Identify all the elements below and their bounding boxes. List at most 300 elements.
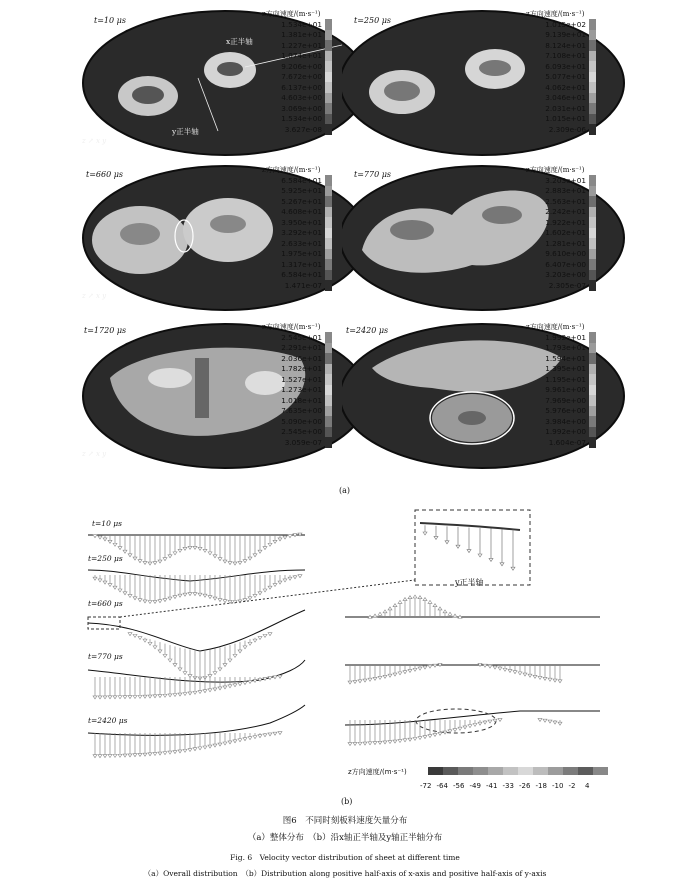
- legend-swatch: [589, 385, 596, 396]
- legend-swatch: [325, 196, 332, 207]
- velocity-arrowhead: [268, 586, 272, 589]
- velocity-arrowhead: [118, 696, 122, 699]
- legend-value: 2.031e+01: [545, 103, 586, 113]
- legend-swatch: [589, 353, 596, 364]
- caption-en-title: Fig. 6 Velocity vector distribution of sheet at different time: [230, 853, 460, 862]
- legend-row: [526, 427, 618, 438]
- time-label: t=2420 μs: [346, 326, 389, 335]
- velocity-arrowhead: [108, 754, 112, 757]
- velocity-arrowhead: [288, 577, 292, 580]
- velocity-arrowhead: [468, 725, 472, 728]
- legend-swatch: [325, 51, 332, 62]
- legend-value: 1.922e+01: [545, 217, 586, 227]
- panel-t250: [342, 5, 682, 161]
- velocity-arrowhead: [258, 550, 262, 553]
- velocity-arrowhead: [467, 550, 471, 553]
- legend-t1720: [262, 322, 354, 448]
- legend-row: [262, 395, 354, 406]
- velocity-arrowhead: [503, 668, 507, 671]
- legend-row: [262, 40, 354, 51]
- legend-value: 1.273e+01: [281, 385, 322, 395]
- legend-value: 2.036e+01: [281, 353, 322, 363]
- legend-swatch: [589, 364, 596, 375]
- velocity-arrowhead: [348, 681, 352, 684]
- legend-swatch: [589, 19, 596, 30]
- legend-row: [262, 19, 354, 30]
- legend-t2420: [526, 322, 618, 448]
- velocity-arrowhead: [278, 581, 282, 584]
- velocity-arrowhead: [158, 752, 162, 755]
- legend-row: [526, 82, 618, 93]
- velocity-arrowhead: [208, 552, 212, 555]
- velocity-arrowhead: [253, 594, 257, 597]
- velocity-arrowhead: [133, 557, 137, 560]
- velocity-arrowhead: [438, 607, 442, 610]
- velocity-arrowhead: [113, 586, 117, 589]
- legend-row: [526, 228, 618, 239]
- legend-value: 1.074e+01: [281, 51, 322, 61]
- colorbar-swatch: [428, 767, 443, 775]
- velocity-arrowhead: [223, 560, 227, 563]
- velocity-arrowhead: [133, 597, 137, 600]
- velocity-arrowhead: [118, 754, 122, 757]
- row-label: t=660 μs: [88, 599, 123, 608]
- velocity-arrowhead: [168, 597, 172, 600]
- velocity-arrowhead: [243, 682, 247, 685]
- colorbar-swatch: [488, 767, 503, 775]
- legend-swatch: [325, 395, 332, 406]
- legend-row: [526, 61, 618, 72]
- velocity-arrowhead: [93, 755, 97, 758]
- colorbar-tick: -33: [502, 782, 514, 790]
- legend-value: 2.633e+01: [281, 238, 322, 248]
- legend-swatch: [589, 114, 596, 125]
- legend-value: 1.992e+00: [545, 427, 586, 437]
- legend-swatch: [589, 270, 596, 281]
- legend-value: 3.203e+01: [545, 175, 586, 185]
- legend-value: 6.093e+01: [545, 61, 586, 71]
- legend-value: 5.267e+01: [281, 196, 322, 206]
- legend-value: 2.305e-07: [548, 280, 586, 290]
- colorbar-swatch: [518, 767, 533, 775]
- velocity-arrowhead: [93, 696, 97, 699]
- legend-row: [526, 93, 618, 104]
- velocity-arrowhead: [538, 718, 542, 721]
- legend-value: 8.124e+01: [545, 40, 586, 50]
- velocity-arrowhead: [288, 535, 292, 538]
- velocity-arrowhead: [198, 593, 202, 596]
- legend-swatch: [325, 93, 332, 104]
- legend-swatch: [325, 437, 332, 448]
- velocity-arrowhead: [228, 741, 232, 744]
- velocity-arrowhead: [113, 543, 117, 546]
- velocity-arrowhead: [423, 736, 427, 739]
- legend-swatch: [589, 416, 596, 427]
- legend-swatch: [589, 249, 596, 260]
- velocity-arrowhead: [458, 727, 462, 730]
- velocity-arrowhead: [488, 720, 492, 723]
- velocity-arrowhead: [273, 540, 277, 543]
- legend-row: [262, 114, 354, 125]
- velocity-arrowhead: [393, 604, 397, 607]
- velocity-arrowhead: [388, 674, 392, 677]
- velocity-arrowhead: [253, 554, 257, 557]
- legend-swatch: [589, 82, 596, 93]
- velocity-arrowhead: [553, 721, 557, 724]
- colorbar-tick: -64: [436, 782, 448, 790]
- velocity-arrowhead: [228, 685, 232, 688]
- velocity-arrowhead: [483, 721, 487, 724]
- velocity-arrowhead: [198, 747, 202, 750]
- legend-row: [526, 437, 618, 448]
- legend-row: [262, 385, 354, 396]
- velocity-arrowhead: [413, 595, 417, 598]
- legend-value: 1.594e+01: [545, 353, 586, 363]
- legend-row: [526, 416, 618, 427]
- legend-row: [526, 364, 618, 375]
- velocity-arrowhead: [223, 664, 227, 667]
- subfigure-label-a: (a): [339, 486, 351, 495]
- legend-row: [262, 238, 354, 249]
- legend-swatch: [589, 406, 596, 417]
- velocity-arrowhead: [163, 694, 167, 697]
- velocity-arrowhead: [228, 659, 232, 662]
- colorbar-tick: -18: [535, 782, 547, 790]
- legend-row: [526, 51, 618, 62]
- colorbar-tick: -10: [552, 782, 564, 790]
- velocity-arrowhead: [213, 688, 217, 691]
- velocity-arrowhead: [528, 674, 532, 677]
- colorbar-tick: -49: [469, 782, 481, 790]
- legend-swatch: [325, 40, 332, 51]
- velocity-arrowhead: [193, 691, 197, 694]
- legend-value: 2.563e+01: [545, 196, 586, 206]
- colorbar-tick: -72: [420, 782, 432, 790]
- legend-row: [526, 72, 618, 83]
- velocity-arrowhead: [218, 599, 222, 602]
- time-label: t=1720 μs: [84, 326, 127, 335]
- legend-row: [526, 395, 618, 406]
- velocity-arrowhead: [498, 667, 502, 670]
- legend-row: [526, 30, 618, 41]
- legend-swatch: [325, 217, 332, 228]
- legend-row: [262, 207, 354, 218]
- velocity-arrowhead: [243, 560, 247, 563]
- velocity-arrowhead: [258, 735, 262, 738]
- velocity-arrowhead: [143, 600, 147, 603]
- velocity-arrowhead: [103, 581, 107, 584]
- velocity-arrowhead: [273, 676, 277, 679]
- velocity-arrowhead: [123, 550, 127, 553]
- velocity-arrowhead: [148, 601, 152, 604]
- velocity-arrowhead: [383, 675, 387, 678]
- legend-value: 4.603e+00: [281, 93, 322, 103]
- sheet-plot: [342, 160, 682, 316]
- velocity-arrowhead: [203, 594, 207, 597]
- legend-swatch: [325, 72, 332, 83]
- velocity-arrowhead: [148, 642, 152, 645]
- velocity-arrowhead: [413, 737, 417, 740]
- row-label: t=10 μs: [92, 519, 122, 528]
- colorbar-swatch: [458, 767, 473, 775]
- velocity-arrowhead: [548, 720, 552, 723]
- velocity-arrowhead: [138, 599, 142, 602]
- velocity-arrowhead: [213, 597, 217, 600]
- velocity-arrowhead: [123, 754, 127, 757]
- velocity-arrowhead: [173, 693, 177, 696]
- legend-swatch: [325, 249, 332, 260]
- colorbar-tick: -56: [453, 782, 465, 790]
- velocity-arrowhead: [388, 607, 392, 610]
- velocity-arrowhead: [128, 633, 132, 636]
- velocity-arrowhead: [138, 560, 142, 563]
- velocity-arrowhead: [108, 696, 112, 699]
- legend-row: [526, 103, 618, 114]
- legend-value: 9.961e+00: [545, 385, 586, 395]
- velocity-arrowhead: [293, 576, 297, 579]
- velocity-arrowhead: [433, 604, 437, 607]
- legend-value: 2.545e+00: [281, 427, 322, 437]
- velocity-arrowhead: [223, 686, 227, 689]
- velocity-arrowhead: [513, 671, 517, 674]
- velocity-arrowhead: [438, 732, 442, 735]
- velocity-arrowhead: [511, 567, 515, 570]
- legend-row: [262, 374, 354, 385]
- velocity-arrowhead: [423, 532, 427, 535]
- legend-value: 6.584e+01: [281, 270, 322, 280]
- legend-value: 1.281e+01: [545, 238, 586, 248]
- velocity-arrowhead: [518, 672, 522, 675]
- velocity-arrowhead: [188, 749, 192, 752]
- legend-row: [526, 343, 618, 354]
- velocity-arrowhead: [428, 665, 432, 668]
- velocity-arrowhead: [443, 610, 447, 613]
- velocity-arrowhead: [268, 633, 272, 636]
- velocity-arrowhead: [233, 684, 237, 687]
- velocity-arrowhead: [388, 741, 392, 744]
- legend-swatch: [589, 374, 596, 385]
- legend-swatch: [325, 427, 332, 438]
- velocity-arrowhead: [153, 562, 157, 565]
- velocity-arrowhead: [133, 695, 137, 698]
- legend-title: z方向速度/(m·s⁻¹): [526, 323, 585, 331]
- inset-label: y正半轴: [455, 578, 484, 587]
- velocity-arrowhead: [393, 740, 397, 743]
- colorbar-tick: 4: [585, 782, 590, 790]
- legend-swatch: [589, 93, 596, 104]
- velocity-arrowhead: [298, 575, 302, 578]
- velocity-arrowhead: [208, 689, 212, 692]
- colorbar-swatch: [578, 767, 593, 775]
- axis-triad: z ↗ x y: [82, 292, 107, 300]
- velocity-arrowhead: [148, 562, 152, 565]
- legend-value: 1.534e+01: [281, 19, 322, 29]
- colorbar-swatch: [593, 767, 608, 775]
- velocity-arrowhead: [238, 683, 242, 686]
- legend-swatch: [325, 332, 332, 343]
- legend-swatch: [325, 228, 332, 239]
- caption-cn-sub: （a）整体分布 （b）沿x轴正半轴及y轴正半轴分布: [247, 833, 443, 843]
- legend-row: [262, 186, 354, 197]
- velocity-arrowhead: [238, 561, 242, 564]
- legend-swatch: [589, 61, 596, 72]
- legend-row: [526, 353, 618, 364]
- velocity-arrowhead: [500, 563, 504, 566]
- velocity-arrowhead: [183, 547, 187, 550]
- legend-value: 1.975e+01: [281, 249, 322, 259]
- velocity-arrowhead: [478, 722, 482, 725]
- velocity-arrowhead: [128, 696, 132, 699]
- velocity-arrowhead: [373, 614, 377, 617]
- velocity-arrowhead: [203, 746, 207, 749]
- legend-swatch: [325, 270, 332, 281]
- legend-t770: [526, 165, 618, 291]
- velocity-arrowhead: [103, 696, 107, 699]
- velocity-arrowhead: [448, 612, 452, 615]
- legend-title: z方向速度/(m·s⁻¹): [262, 166, 321, 174]
- velocity-arrowhead: [218, 687, 222, 690]
- velocity-arrowhead: [193, 748, 197, 751]
- velocity-arrowhead: [453, 729, 457, 732]
- velocity-arrowhead: [218, 558, 222, 561]
- legend-value: 1.527e+01: [281, 374, 322, 384]
- legend-swatch: [589, 40, 596, 51]
- velocity-arrowhead: [258, 637, 262, 640]
- velocity-arrowhead: [498, 718, 502, 721]
- legend-value: 1.534e+00: [281, 114, 322, 124]
- velocity-arrowhead: [103, 755, 107, 758]
- legend-swatch: [325, 30, 332, 41]
- velocity-arrowhead: [198, 691, 202, 694]
- velocity-arrowhead: [128, 754, 132, 757]
- legend-row: [526, 114, 618, 125]
- legend-row: [262, 437, 354, 448]
- legend-value: 3.292e+01: [281, 228, 322, 238]
- inset-zoom: [415, 510, 530, 585]
- velocity-arrowhead: [508, 669, 512, 672]
- legend-swatch: [325, 280, 332, 291]
- legend-title: z方向速度/(m·s⁻¹): [262, 10, 321, 18]
- velocity-arrowhead: [178, 693, 182, 696]
- velocity-arrowhead: [118, 547, 122, 550]
- legend-row: [262, 259, 354, 270]
- legend-swatch: [325, 175, 332, 186]
- velocity-arrowhead: [168, 555, 172, 558]
- colorbar-swatch: [533, 767, 548, 775]
- velocity-arrowhead: [523, 673, 527, 676]
- legend-value: 6.584e+01: [281, 175, 322, 185]
- legend-row: [526, 217, 618, 228]
- legend-value: 1.793e+01: [545, 343, 586, 353]
- velocity-arrowhead: [93, 577, 97, 580]
- legend-row: [526, 124, 618, 135]
- velocity-arrowhead: [123, 592, 127, 595]
- legend-value: 3.203e+00: [545, 270, 586, 280]
- velocity-arrowhead: [163, 654, 167, 657]
- velocity-arrowhead: [143, 561, 147, 564]
- velocity-arrowhead: [193, 593, 197, 596]
- velocity-arrowhead: [273, 584, 277, 587]
- legend-swatch: [589, 395, 596, 406]
- legend-row: [526, 280, 618, 291]
- caption-en-sub: （a）Overall distribution （b）Distribution along positive half-axis of x-axis and positive half-axis of y-axis: [143, 869, 547, 878]
- legend-swatch: [589, 259, 596, 270]
- axis-triad: z ↗ x y: [82, 450, 107, 458]
- velocity-arrowhead: [358, 742, 362, 745]
- legend-row: [262, 217, 354, 228]
- colorbar-title: z方向速度/(m·s⁻¹): [348, 768, 407, 776]
- legend-swatch: [589, 437, 596, 448]
- velocity-arrowhead: [103, 538, 107, 541]
- legend-swatch: [589, 280, 596, 291]
- velocity-arrowhead: [173, 751, 177, 754]
- legend-row: [526, 19, 618, 30]
- colorbar-swatch: [443, 767, 458, 775]
- velocity-arrowhead: [408, 596, 412, 599]
- legend-swatch: [325, 343, 332, 354]
- velocity-arrowhead: [243, 646, 247, 649]
- velocity-arrowhead: [183, 749, 187, 752]
- velocity-arrowhead: [278, 538, 282, 541]
- legend-value: 4.062e+01: [545, 82, 586, 92]
- legend-value: 1.018e+01: [281, 395, 322, 405]
- velocity-arrowhead: [493, 666, 497, 669]
- velocity-arrowhead: [408, 669, 412, 672]
- velocity-arrowhead: [253, 736, 257, 739]
- y-axis-annotation: y正半轴: [172, 127, 199, 136]
- velocity-arrowhead: [463, 726, 467, 729]
- velocity-arrowhead: [543, 719, 547, 722]
- row-label: t=770 μs: [88, 652, 123, 661]
- legend-row: [526, 196, 618, 207]
- axis-triad: z ↗ x y: [82, 137, 107, 145]
- legend-swatch: [325, 374, 332, 385]
- profile-row-t2420: [88, 705, 305, 758]
- legend-row: [262, 280, 354, 291]
- legend-swatch: [325, 114, 332, 125]
- legend-value: 5.976e+00: [545, 406, 586, 416]
- legend-value: 5.090e+00: [281, 416, 322, 426]
- legend-row: [526, 40, 618, 51]
- legend-row: [262, 406, 354, 417]
- legend-value: 4.608e+01: [281, 207, 322, 217]
- velocity-arrowhead: [208, 596, 212, 599]
- legend-swatch: [325, 406, 332, 417]
- velocity-arrowhead: [238, 650, 242, 653]
- velocity-arrowhead: [428, 600, 432, 603]
- velocity-arrowhead: [263, 589, 267, 592]
- colorbar-swatch: [503, 767, 518, 775]
- velocity-arrowhead: [434, 536, 438, 539]
- legend-swatch: [325, 82, 332, 93]
- legend-t250: [526, 9, 618, 135]
- legend-swatch: [325, 19, 332, 30]
- legend-swatch: [589, 103, 596, 114]
- row-label: t=250 μs: [88, 554, 123, 563]
- legend-value: 2.545e+01: [281, 332, 322, 342]
- legend-value: 1.395e+01: [545, 364, 586, 374]
- legend-swatch: [589, 72, 596, 83]
- velocity-arrowhead: [233, 562, 237, 565]
- colorbar-swatch: [473, 767, 488, 775]
- velocity-arrowhead: [128, 554, 132, 557]
- legend-swatch: [325, 207, 332, 218]
- velocity-arrowhead: [113, 754, 117, 757]
- velocity-arrowhead: [456, 545, 460, 548]
- velocity-arrowhead: [113, 696, 117, 699]
- velocity-arrowhead: [178, 750, 182, 753]
- legend-row: [262, 228, 354, 239]
